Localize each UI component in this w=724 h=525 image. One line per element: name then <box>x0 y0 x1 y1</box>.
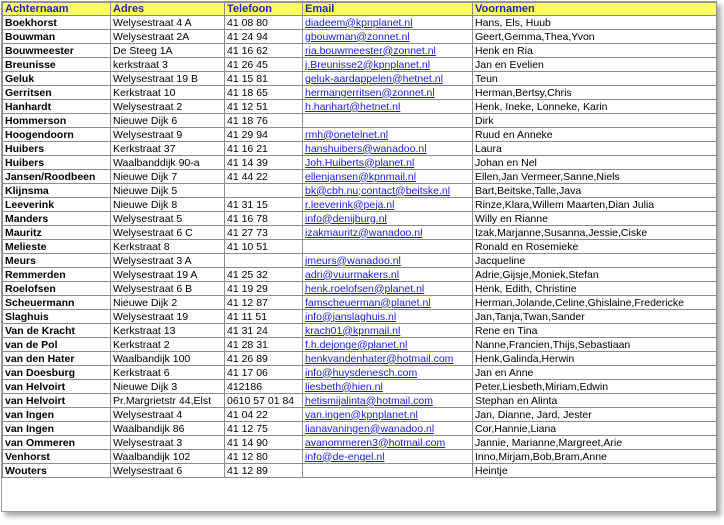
table-row <box>3 254 717 268</box>
email-cell[interactable] <box>303 72 473 86</box>
email-link[interactable]: f.h.dejonge@planet.nl <box>305 338 408 351</box>
table-row <box>3 156 717 170</box>
surname-cell[interactable]: Venhorst <box>3 450 111 464</box>
table-row <box>3 268 717 282</box>
email-cell[interactable] <box>303 268 473 282</box>
email-link[interactable]: Joh.Huiberts@planet.nl <box>305 156 415 169</box>
surname-cell[interactable]: Jansen/Roodbeen <box>3 170 111 184</box>
surname-cell[interactable]: van Helvoirt <box>3 380 111 394</box>
first-names-cell[interactable]: Stephan en Alinta <box>473 394 717 408</box>
surname-cell[interactable]: Leeverink <box>3 198 111 212</box>
surname-cell[interactable]: Manders <box>3 212 111 226</box>
first-names-cell[interactable]: Dirk <box>473 114 717 128</box>
surname-cell[interactable]: Hommerson <box>3 114 111 128</box>
table-row <box>3 128 717 142</box>
address-cell[interactable]: Welysestraat 6 <box>111 464 225 478</box>
email-cell[interactable] <box>303 114 473 128</box>
table-row <box>3 240 717 254</box>
phone-cell[interactable]: 41 28 31 <box>225 338 303 352</box>
header-telefoon[interactable]: Telefoon <box>225 3 303 16</box>
table-row <box>3 100 717 114</box>
first-names-cell[interactable]: Herman,Jolande,Celine,Ghislaine,Fredericke <box>473 296 717 310</box>
surname-cell[interactable]: Van de Kracht <box>3 324 111 338</box>
phone-cell[interactable]: 41 12 80 <box>225 450 303 464</box>
email-link[interactable]: bk@cbh.nu;contact@beitske.nl <box>305 184 451 197</box>
phone-cell[interactable]: 41 31 24 <box>225 324 303 338</box>
email-link[interactable]: izakmauritz@wanadoo.nl <box>305 226 423 239</box>
email-link[interactable]: hermangerritsen@zonnet.nl <box>305 86 435 99</box>
surname-cell[interactable]: Wouters <box>3 464 111 478</box>
email-cell[interactable] <box>303 338 473 352</box>
first-names-cell[interactable]: Henk,Galinda,Herwin <box>473 352 717 366</box>
first-names-cell[interactable]: Geert,Gemma,Thea,Yvon <box>473 30 717 44</box>
table-row <box>3 86 717 100</box>
first-names-cell[interactable]: Jannie, Marianne,Margreet,Arie <box>473 436 717 450</box>
table-row <box>3 296 717 310</box>
address-cell[interactable]: Welysestraat 19 B <box>111 72 225 86</box>
first-names-cell[interactable]: Teun <box>473 72 717 86</box>
surname-cell[interactable]: Slaghuis <box>3 310 111 324</box>
table-row <box>3 408 717 422</box>
email-link[interactable]: info@de-engel.nl <box>305 450 385 463</box>
email-cell[interactable] <box>303 100 473 114</box>
email-cell[interactable] <box>303 184 473 198</box>
address-cell[interactable]: Welysestraat 2 <box>111 100 225 114</box>
phone-cell[interactable]: 0610 57 01 84 <box>225 394 303 408</box>
surname-cell[interactable]: Roelofsen <box>3 282 111 296</box>
table-row <box>3 464 717 478</box>
table-row <box>3 30 717 44</box>
phone-cell[interactable]: 41 14 39 <box>225 156 303 170</box>
first-names-cell[interactable]: Henk, Ineke, Lonneke, Karin <box>473 100 717 114</box>
surname-cell[interactable]: van Helvoirt <box>3 394 111 408</box>
email-cell[interactable] <box>303 422 473 436</box>
surname-cell[interactable]: Klijnsma <box>3 184 111 198</box>
surname-cell[interactable]: Geluk <box>3 72 111 86</box>
phone-cell[interactable]: 41 12 51 <box>225 100 303 114</box>
phone-cell[interactable]: 41 04 22 <box>225 408 303 422</box>
table-row <box>3 422 717 436</box>
phone-cell[interactable] <box>225 184 303 198</box>
address-cell[interactable]: Welysestraat 19 A <box>111 268 225 282</box>
email-link[interactable]: gbouwman@zonnet.nl <box>305 30 410 43</box>
table-row <box>3 394 717 408</box>
email-link[interactable]: hanshuibers@wanadoo.nl <box>305 142 427 155</box>
table-row <box>3 450 717 464</box>
table-row <box>3 44 717 58</box>
surname-cell[interactable]: Gerritsen <box>3 86 111 100</box>
address-cell[interactable]: Kerkstraat 10 <box>111 86 225 100</box>
surname-cell[interactable]: Bouwmeester <box>3 44 111 58</box>
header-adres[interactable]: Adres <box>111 3 225 16</box>
email-cell[interactable] <box>303 226 473 240</box>
email-cell[interactable] <box>303 86 473 100</box>
email-link[interactable]: liesbeth@hien.nl <box>305 380 383 393</box>
phone-cell[interactable]: 41 12 87 <box>225 296 303 310</box>
address-cell[interactable]: Pr.Margrietstr 44,Elst <box>111 394 225 408</box>
header-row <box>3 3 717 16</box>
first-names-cell[interactable]: Jan, Dianne, Jard, Jester <box>473 408 717 422</box>
table-row <box>3 114 717 128</box>
address-cell[interactable]: Nieuwe Dijk 7 <box>111 170 225 184</box>
phone-cell[interactable]: 41 18 65 <box>225 86 303 100</box>
email-link[interactable]: geluk-aardappelen@hetnet.nl <box>305 72 443 85</box>
phone-cell[interactable]: 41 15 81 <box>225 72 303 86</box>
phone-cell[interactable]: 41 10 51 <box>225 240 303 254</box>
table-row <box>3 282 717 296</box>
email-cell[interactable] <box>303 156 473 170</box>
phone-cell[interactable]: 41 44 22 <box>225 170 303 184</box>
email-cell[interactable] <box>303 436 473 450</box>
phone-cell[interactable]: 41 16 21 <box>225 142 303 156</box>
first-names-cell[interactable]: Jan en Anne <box>473 366 717 380</box>
first-names-cell[interactable]: Ellen,Jan Vermeer,Sanne,Niels <box>473 170 717 184</box>
first-names-cell[interactable]: Inno,Mirjam,Bob,Bram,Anne <box>473 450 717 464</box>
email-cell[interactable] <box>303 254 473 268</box>
phone-cell[interactable]: 41 12 75 <box>225 422 303 436</box>
surname-cell[interactable]: Huibers <box>3 156 111 170</box>
first-names-cell[interactable]: Rinze,Klara,Willem Maarten,Dian Julia <box>473 198 717 212</box>
surname-cell[interactable]: Remmerden <box>3 268 111 282</box>
email-cell[interactable] <box>303 142 473 156</box>
first-names-cell[interactable]: Henk, Edith, Christine <box>473 282 717 296</box>
spreadsheet <box>1 1 717 512</box>
email-link[interactable]: j.Breunisse2@kpnplanet.nl <box>305 58 431 71</box>
phone-cell[interactable]: 41 12 89 <box>225 464 303 478</box>
address-cell[interactable]: Welysestraat 9 <box>111 128 225 142</box>
phone-cell[interactable]: 41 19 29 <box>225 282 303 296</box>
header-voornamen[interactable]: Voornamen <box>473 3 717 16</box>
first-names-cell[interactable]: Peter,Liesbeth,Miriam,Edwin <box>473 380 717 394</box>
email-cell[interactable] <box>303 408 473 422</box>
first-names-cell[interactable]: Hans, Els, Huub <box>473 16 717 30</box>
email-link[interactable]: info@denijburg.nl <box>305 212 387 225</box>
table-row <box>3 310 717 324</box>
table-row <box>3 380 717 394</box>
email-link[interactable]: hetismijalinta@hotmail.com <box>305 394 433 407</box>
address-cell[interactable]: Welysestraat 5 <box>111 212 225 226</box>
email-link[interactable]: ria.bouwmeester@zonnet.nl <box>305 44 436 57</box>
first-names-cell[interactable]: Willy en Rianne <box>473 212 717 226</box>
surname-cell[interactable]: Meurs <box>3 254 111 268</box>
phone-cell[interactable]: 41 18 76 <box>225 114 303 128</box>
surname-cell[interactable]: van Doesburg <box>3 366 111 380</box>
email-cell[interactable] <box>303 324 473 338</box>
address-cell[interactable]: Welysestraat 6 C <box>111 226 225 240</box>
email-cell[interactable] <box>303 450 473 464</box>
phone-cell[interactable]: 41 16 78 <box>225 212 303 226</box>
email-link[interactable]: famscheuerman@planet.nl <box>305 296 431 309</box>
address-table <box>2 2 717 478</box>
table-row <box>3 16 717 30</box>
email-link[interactable]: ellenjansen@kpnmail.nl <box>305 170 417 183</box>
header-email[interactable]: Email <box>303 3 473 16</box>
table-row <box>3 170 717 184</box>
first-names-cell[interactable]: Adrie,Gijsje,Moniek,Stefan <box>473 268 717 282</box>
surname-cell[interactable]: Melieste <box>3 240 111 254</box>
table-body <box>3 16 717 478</box>
address-cell[interactable]: Nieuwe Dijk 8 <box>111 198 225 212</box>
first-names-cell[interactable]: Rene en Tina <box>473 324 717 338</box>
email-link[interactable]: info@huysdenesch.com <box>305 366 418 379</box>
first-names-cell[interactable]: Cor,Hannie,Liana <box>473 422 717 436</box>
email-cell[interactable] <box>303 352 473 366</box>
phone-cell[interactable]: 41 29 94 <box>225 128 303 142</box>
phone-cell[interactable]: 41 26 89 <box>225 352 303 366</box>
surname-cell[interactable]: van Ommeren <box>3 436 111 450</box>
address-cell[interactable]: Welysestraat 2A <box>111 30 225 44</box>
address-cell[interactable]: Waalbandijk 86 <box>111 422 225 436</box>
phone-cell[interactable] <box>225 254 303 268</box>
address-cell[interactable]: Welysestraat 4 <box>111 408 225 422</box>
table-row <box>3 226 717 240</box>
first-names-cell[interactable]: Henk en Ria <box>473 44 717 58</box>
phone-cell[interactable]: 412186 <box>225 380 303 394</box>
email-cell[interactable] <box>303 366 473 380</box>
email-cell[interactable] <box>303 58 473 72</box>
surname-cell[interactable]: Breunisse <box>3 58 111 72</box>
surname-cell[interactable]: Hanhardt <box>3 100 111 114</box>
address-cell[interactable]: Welysestraat 3 A <box>111 254 225 268</box>
address-cell[interactable]: kerkstraat 3 <box>111 58 225 72</box>
address-cell[interactable]: De Steeg 1A <box>111 44 225 58</box>
surname-cell[interactable]: van Ingen <box>3 408 111 422</box>
email-link[interactable]: h.hanhart@hetnet.nl <box>305 100 401 113</box>
address-cell[interactable]: Nieuwe Dijk 6 <box>111 114 225 128</box>
phone-cell[interactable]: 41 16 62 <box>225 44 303 58</box>
surname-cell[interactable]: Scheuermann <box>3 296 111 310</box>
first-names-cell[interactable]: Ruud en Anneke <box>473 128 717 142</box>
surname-cell[interactable]: van de Pol <box>3 338 111 352</box>
table-row <box>3 436 717 450</box>
email-link[interactable]: avanommeren3@hotmail.com <box>305 436 446 449</box>
address-cell[interactable]: Kerkstraat 37 <box>111 142 225 156</box>
email-cell[interactable] <box>303 170 473 184</box>
address-cell[interactable]: Welysestraat 4 A <box>111 16 225 30</box>
first-names-cell[interactable]: Johan en Nel <box>473 156 717 170</box>
email-cell[interactable] <box>303 198 473 212</box>
email-link[interactable]: rmh@onetelnet.nl <box>305 128 389 141</box>
email-cell[interactable] <box>303 240 473 254</box>
address-cell[interactable]: Welysestraat 19 <box>111 310 225 324</box>
table-row <box>3 72 717 86</box>
email-cell[interactable] <box>303 128 473 142</box>
phone-cell[interactable]: 41 25 32 <box>225 268 303 282</box>
first-names-cell[interactable]: Ronald en Rosemieke <box>473 240 717 254</box>
address-cell[interactable]: Waalbanddijk 90-a <box>111 156 225 170</box>
email-link[interactable]: adri@vuurmakers.nl <box>305 268 400 281</box>
email-cell[interactable] <box>303 296 473 310</box>
email-cell[interactable] <box>303 394 473 408</box>
address-cell[interactable]: Nieuwe Dijk 2 <box>111 296 225 310</box>
table-row <box>3 198 717 212</box>
table-row <box>3 324 717 338</box>
email-link[interactable]: henk.roelofsen@planet.nl <box>305 282 425 295</box>
email-cell[interactable] <box>303 282 473 296</box>
first-names-cell[interactable]: Nanne,Francien,Thijs,Sebastiaan <box>473 338 717 352</box>
phone-cell[interactable]: 41 17 06 <box>225 366 303 380</box>
email-link[interactable]: jmeurs@wanadoo.nl <box>305 254 401 267</box>
phone-cell[interactable]: 41 27 73 <box>225 226 303 240</box>
phone-cell[interactable]: 41 24 94 <box>225 30 303 44</box>
table-row <box>3 338 717 352</box>
email-cell[interactable] <box>303 16 473 30</box>
address-cell[interactable]: Welysestraat 6 B <box>111 282 225 296</box>
surname-cell[interactable]: van Ingen <box>3 422 111 436</box>
phone-cell[interactable]: 41 14 90 <box>225 436 303 450</box>
table-row <box>3 142 717 156</box>
surname-cell[interactable]: Boekhorst <box>3 16 111 30</box>
first-names-cell[interactable]: Heintje <box>473 464 717 478</box>
header-achternaam[interactable]: Achternaam <box>3 3 111 16</box>
surname-cell[interactable]: Bouwman <box>3 30 111 44</box>
address-cell[interactable]: Nieuwe Dijk 5 <box>111 184 225 198</box>
email-link[interactable]: info@janslaghuis.nl <box>305 310 397 323</box>
address-cell[interactable]: Kerkstraat 6 <box>111 366 225 380</box>
table-row <box>3 184 717 198</box>
address-cell[interactable]: Kerkstraat 2 <box>111 338 225 352</box>
table-row <box>3 366 717 380</box>
email-link[interactable]: r.leeverink@peja.nl <box>305 198 395 211</box>
surname-cell[interactable]: Mauritz <box>3 226 111 240</box>
first-names-cell[interactable]: Izak,Marjanne,Susanna,Jessie,Ciske <box>473 226 717 240</box>
address-cell[interactable]: Waalbandijk 100 <box>111 352 225 366</box>
phone-cell[interactable]: 41 31 15 <box>225 198 303 212</box>
email-cell[interactable] <box>303 310 473 324</box>
email-cell[interactable] <box>303 212 473 226</box>
first-names-cell[interactable]: Jacqueline <box>473 254 717 268</box>
surname-cell[interactable]: van den Hater <box>3 352 111 366</box>
address-cell[interactable]: Kerkstraat 8 <box>111 240 225 254</box>
address-cell[interactable]: Kerkstraat 13 <box>111 324 225 338</box>
email-link[interactable]: van.ingen@kpnplanet.nl <box>305 408 418 421</box>
email-link[interactable]: diadeem@kpnplanet.nl <box>305 16 413 29</box>
email-cell[interactable] <box>303 464 473 478</box>
table-row <box>3 212 717 226</box>
first-names-cell[interactable]: Laura <box>473 142 717 156</box>
first-names-cell[interactable]: Jan,Tanja,Twan,Sander <box>473 310 717 324</box>
first-names-cell[interactable]: Jan en Evelien <box>473 58 717 72</box>
table-row <box>3 352 717 366</box>
surname-cell[interactable]: Huibers <box>3 142 111 156</box>
table-row <box>3 58 717 72</box>
first-names-cell[interactable]: Bart,Beitske,Talle,Java <box>473 184 717 198</box>
phone-cell[interactable]: 41 08 80 <box>225 16 303 30</box>
email-cell[interactable] <box>303 44 473 58</box>
email-link[interactable]: krach01@kpnmail.nl <box>305 324 401 337</box>
phone-cell[interactable]: 41 26 45 <box>225 58 303 72</box>
email-link[interactable]: henkvandenhater@hotmail.com <box>305 352 454 365</box>
first-names-cell[interactable]: Herman,Bertsy,Chris <box>473 86 717 100</box>
email-cell[interactable] <box>303 30 473 44</box>
address-cell[interactable]: Nieuwe Dijk 3 <box>111 380 225 394</box>
surname-cell[interactable]: Hoogendoorn <box>3 128 111 142</box>
phone-cell[interactable]: 41 11 51 <box>225 310 303 324</box>
email-cell[interactable] <box>303 380 473 394</box>
address-cell[interactable]: Waalbandijk 102 <box>111 450 225 464</box>
email-link[interactable]: lianavaningen@wanadoo.nl <box>305 422 435 435</box>
address-cell[interactable]: Welysestraat 3 <box>111 436 225 450</box>
